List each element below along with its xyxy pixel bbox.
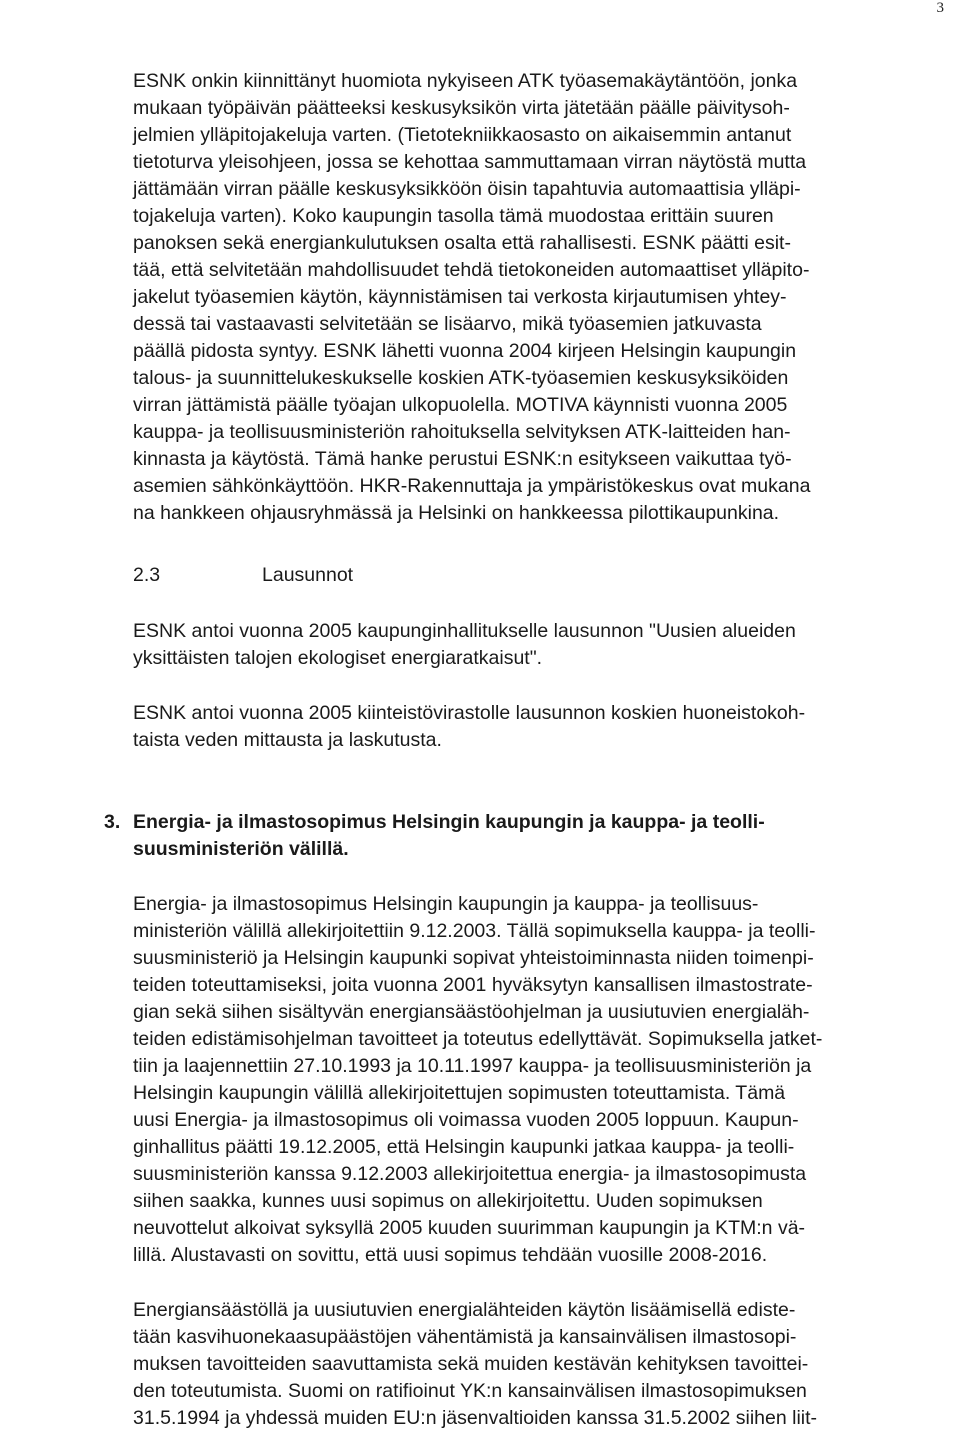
text-line: jakelut työasemien käytön, käynnistämisen tai verkosta kirjautumisen yhtey- <box>133 286 787 308</box>
text-line: ESNK antoi vuonna 2005 kiinteistövirastolle lausunnon koskien huoneistokoh- <box>133 702 806 724</box>
text-line: neuvottelut alkoivat syksyllä 2005 kuuden suurimman kaupungin ja KTM:n vä- <box>133 1217 806 1239</box>
text-line: den toteutumista. Suomi on ratifioinut YK:n kansainvälisen ilmastosopimuksen <box>133 1380 807 1402</box>
section-number: 2.3 <box>133 564 161 586</box>
text-line: suusministeriön kanssa 9.12.2003 allekirjoitettua energia- ja ilmastosopimusta <box>133 1163 807 1185</box>
text-line: teiden toteuttamiseksi, joita vuonna 2001 hyväksytyn kansallisen ilmastostrate- <box>133 974 813 996</box>
page-number: 3 <box>936 0 944 16</box>
text-line: 31.5.1994 ja yhdessä muiden EU:n jäsenvaltioiden kanssa 31.5.2002 siihen liit- <box>133 1407 818 1429</box>
text-line: gian sekä siihen sisältyvän energiansäästöohjelman ja uusiutuvien energialäh- <box>133 1001 810 1023</box>
text-line: na hankkeen ohjausryhmässä ja Helsinki on hankkeessa pilottikaupunkina. <box>133 502 780 524</box>
text-line: asemien sähkönkäyttöön. HKR-Rakennuttaja ja ympäristökeskus ovat mukana <box>133 475 811 497</box>
section-number: 3. <box>104 811 121 833</box>
text-line: Energia- ja ilmastosopimus Helsingin kaupungin ja kauppa- ja teollisuus- <box>133 893 759 915</box>
text-line: tää, että selvitetään mahdollisuudet tehdä tietokoneiden automaattiset ylläpito- <box>133 259 810 281</box>
text-line: yksittäisten talojen ekologiset energiaratkaisut". <box>133 647 543 669</box>
text-line: uusi Energia- ja ilmastosopimus oli voimassa vuoden 2005 loppuun. Kaupun- <box>133 1109 799 1131</box>
text-line: tään kasvihuonekaasupäästöjen vähentämistä ja kansainvälisen ilmastosopi- <box>133 1326 797 1348</box>
text-line: kinnasta ja käytöstä. Tämä hanke perustui ESNK:n esitykseen vaikuttaa työ- <box>133 448 792 470</box>
text-line: päällä pidosta syntyy. ESNK lähetti vuonna 2004 kirjeen Helsingin kaupungin <box>133 340 797 362</box>
text-line: ginhallitus päätti 19.12.2005, että Helsingin kaupunki jatkaa kauppa- ja teolli- <box>133 1136 795 1158</box>
text-line: dessä tai vastaavasti selvitetään se lisäarvo, mikä työasemien jatkuvasta <box>133 313 762 335</box>
text-line: jelmien ylläpitojakeluja varten. (Tietotekniikkaosasto on aikaisemmin antanut <box>133 124 792 146</box>
text-line: tojakeluja varten). Koko kaupungin tasolla tämä muodostaa erittäin suuren <box>133 205 774 227</box>
text-line: jättämään virran päälle keskusyksikköön öisin tapahtuvia automaattisia ylläpi- <box>133 178 801 200</box>
section-title: Lausunnot <box>262 564 354 586</box>
text-line: ESNK onkin kiinnittänyt huomiota nykyiseen ATK työasemakäytäntöön, jonka <box>133 70 798 92</box>
text-line: tiin ja laajennettiin 27.10.1993 ja 10.11.1997 kauppa- ja teollisuusministeriön ja <box>133 1055 812 1077</box>
text-line: talous- ja suunnittelukeskukselle koskien ATK-työasemien keskusyksiköiden <box>133 367 789 389</box>
text-line: lillä. Alustavasti on sovittu, että uusi sopimus tehdään vuosille 2008-2016. <box>133 1244 768 1266</box>
text-line: teiden edistämisohjelman tavoitteet ja toteutus edellyttävät. Sopimuksella jatket- <box>133 1028 823 1050</box>
text-line: muksen tavoitteiden saavuttamista sekä muiden kestävän kehityksen tavoittei- <box>133 1353 809 1375</box>
text-line: ESNK antoi vuonna 2005 kaupunginhallitukselle lausunnon "Uusien alueiden <box>133 620 796 642</box>
section-title-line: suusministeriön välillä. <box>133 838 349 860</box>
text-line: Helsingin kaupungin välillä allekirjoitettujen sopimusten toteuttamista. Tämä <box>133 1082 786 1104</box>
section-title-line: Energia- ja ilmastosopimus Helsingin kaupungin ja kauppa- ja teolli- <box>133 811 765 833</box>
text-line: virran jättämistä päälle työajan ulkopuolella. MOTIVA käynnisti vuonna 2005 <box>133 394 788 416</box>
text-line: suusministeriö ja Helsingin kaupunki sopivat yhteistoiminnasta niiden toimenpi- <box>133 947 814 969</box>
text-line: mukaan työpäivän päätteeksi keskusyksikön virta jätetään päälle päivitysoh- <box>133 97 790 119</box>
text-line: Energiansäästöllä ja uusiutuvien energialähteiden käytön lisäämisellä ediste- <box>133 1299 796 1321</box>
text-line: taista veden mittausta ja laskutusta. <box>133 729 442 751</box>
text-line: panoksen sekä energiankulutuksen osalta että rahallisesti. ESNK päätti esit- <box>133 232 791 254</box>
text-line: siihen saakka, kunnes uusi sopimus on allekirjoitettu. Uuden sopimuksen <box>133 1190 763 1212</box>
text-line: ministeriön välillä allekirjoitettiin 9.12.2003. Tällä sopimuksella kauppa- ja teolli- <box>133 920 816 942</box>
text-line: kauppa- ja teollisuusministeriön rahoituksella selvityksen ATK-laitteiden han- <box>133 421 791 443</box>
text-line: tietoturva yleisohjeen, jossa se kehottaa sammuttamaan virran näytöstä mutta <box>133 151 807 173</box>
